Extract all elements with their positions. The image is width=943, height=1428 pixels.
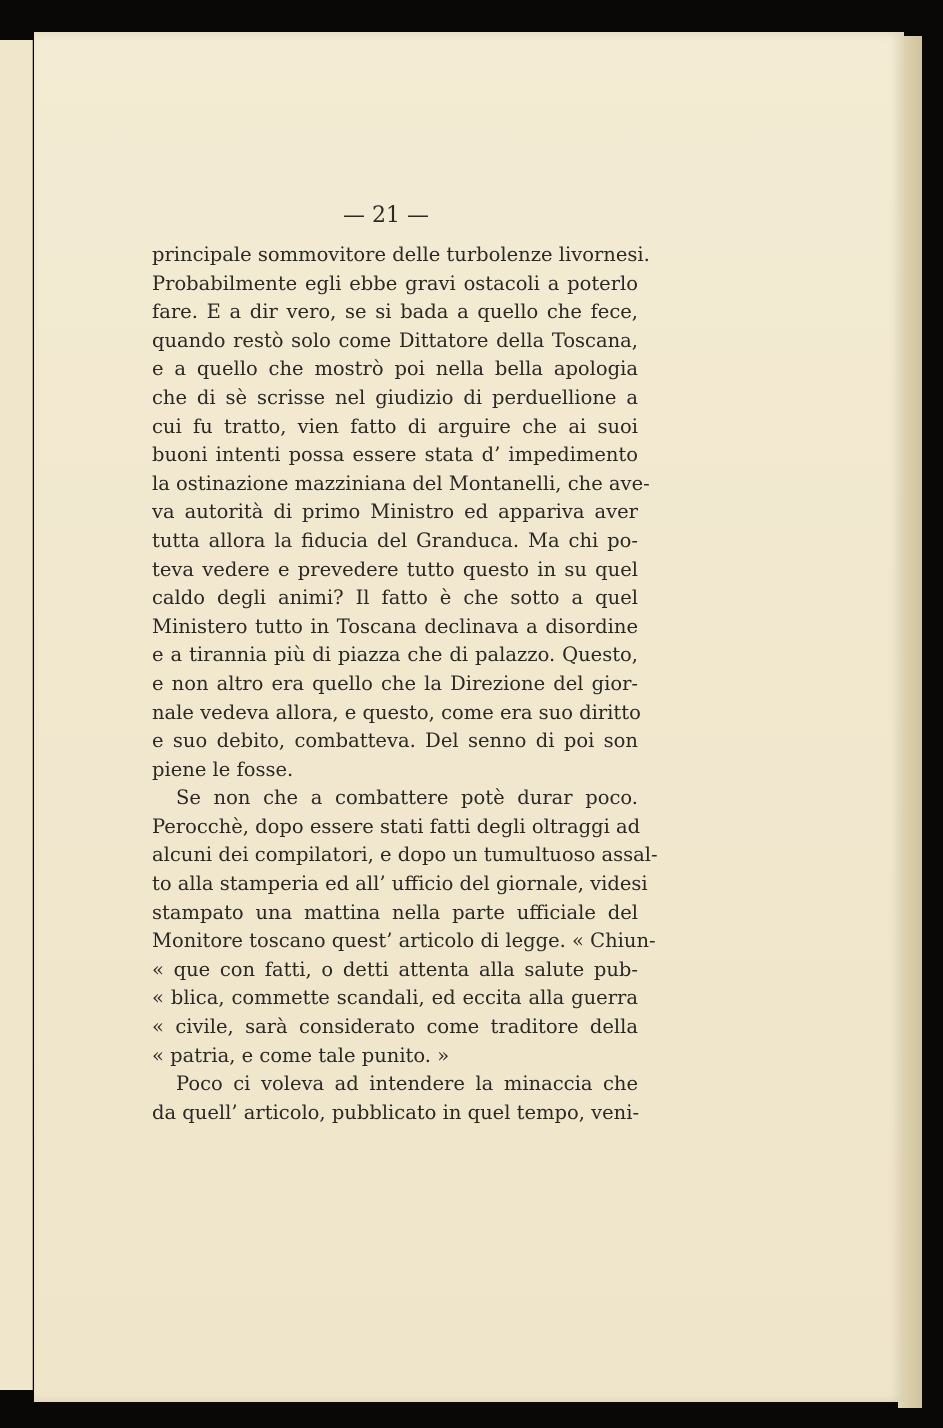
body-text — [152, 241, 658, 1127]
text-line: tutta allora la fiducia del Granduca. Ma chi po- — [152, 528, 638, 552]
text-line: teva vedere e prevedere tutto questo in su quel — [152, 557, 638, 581]
text-line: « que con fatti, o detti attenta alla salute pub- — [152, 957, 638, 981]
text-line: Perocchè, dopo essere stati fatti degli oltraggi ad — [152, 814, 641, 838]
text-line: Ministero tutto in Toscana declinava a disordine — [152, 614, 638, 638]
text-line: va autorità di primo Ministro ed appariva aver — [152, 500, 638, 524]
text-line: Poco ci voleva ad intendere la minaccia che — [176, 1072, 638, 1096]
text-line: principale sommovitore delle turbolenze livornesi. — [152, 243, 650, 266]
text-line: caldo degli animi? Il fatto è che sotto a quel — [152, 586, 638, 610]
text-line: la ostinazione mazziniana del Montanelli, che ave- — [152, 471, 650, 495]
text-line: cui fu tratto, vien fatto di arguire che ai suoi — [152, 414, 638, 438]
text-line: « civile, sarà considerato come traditore della — [152, 1015, 638, 1039]
text-line: Se non che a combattere potè durar poco. — [176, 786, 638, 810]
text-line: alcuni dei compilatori, e dopo un tumultuoso assal- — [152, 843, 658, 867]
text-line: Monitore toscano quest’ articolo di legge. « Chiun- — [152, 929, 656, 953]
text-line: e a tirannia più di piazza che di palazzo. Questo, — [152, 643, 638, 667]
text-line: fare. E a dir vero, se si bada a quello che fece, — [152, 300, 638, 324]
text-line: stampato una mattina nella parte ufficiale del — [152, 900, 638, 924]
facing-page-edge — [0, 40, 33, 1390]
page-number: — 21 — — [343, 203, 429, 228]
text-line: e non altro era quello che la Direzione del gior- — [152, 671, 638, 695]
text-line: Probabilmente egli ebbe gravi ostacoli a poterlo — [152, 271, 638, 295]
text-line: quando restò solo come Dittatore della Toscana, — [152, 328, 638, 352]
text-line: piene le fosse. — [152, 757, 294, 781]
text-line: to alla stamperia ed all’ ufficio del giornale, videsi — [152, 872, 648, 896]
text-line: « patria, e come tale punito. » — [152, 1043, 450, 1067]
text-line: e a quello che mostrò poi nella bella apologia — [152, 357, 638, 381]
text-line: buoni intenti possa essere stata d’ impedimento — [152, 443, 638, 467]
text-line: nale vedeva allora, e questo, come era suo diritto — [152, 700, 641, 724]
text-line: e suo debito, combatteva. Del senno di poi son — [152, 729, 638, 753]
text-line: che di sè scrisse nel giudizio di perduellione a — [152, 385, 638, 409]
text-line: da quell’ articolo, pubblicato in quel tempo, veni- — [152, 1100, 640, 1124]
text-line: « blica, commette scandali, ed eccita alla guerra — [152, 986, 638, 1010]
